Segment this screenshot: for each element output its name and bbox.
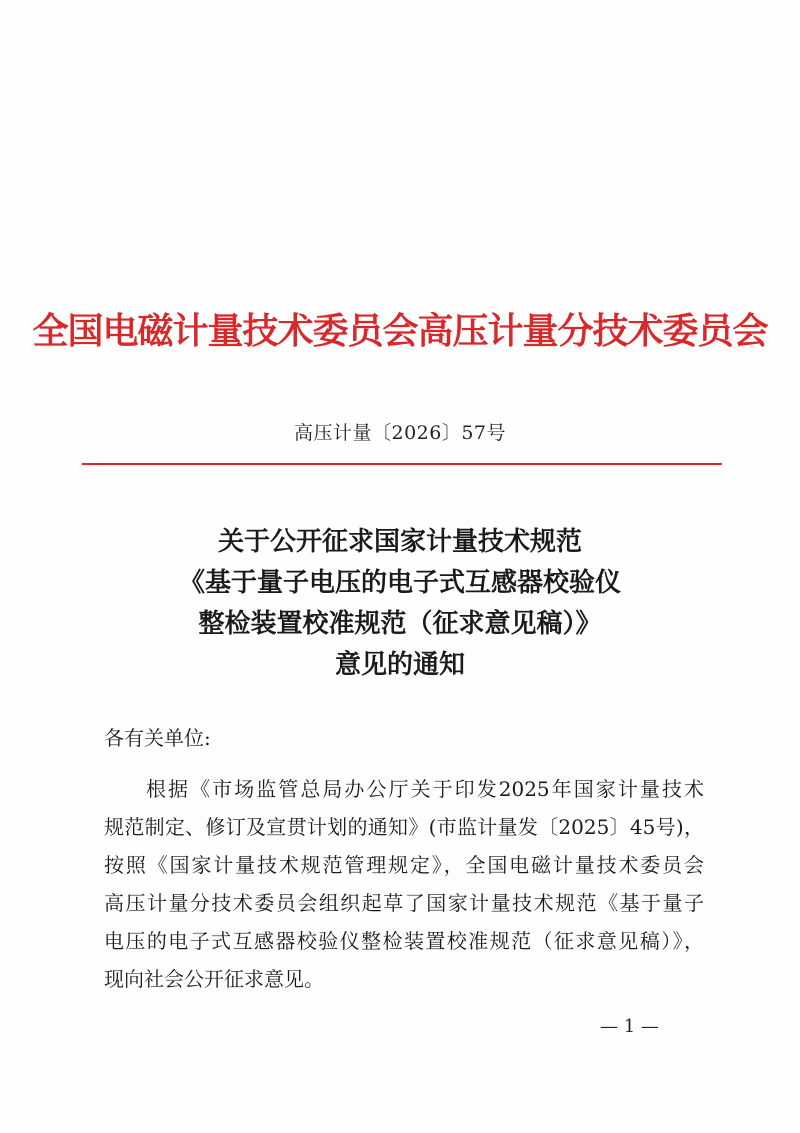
body-line: 根据《市场监管总局办公厅关于印发2025年国家计量技术: [146, 777, 704, 801]
body-line: 规范制定、修订及宣贯计划的通知》(市监计量发〔2025〕45号)，: [104, 815, 704, 839]
body-line: 高压计量分技术委员会组织起草了国家计量技术规范《基于量子: [104, 891, 704, 915]
body-line: 现向社会公开征求意见。: [104, 967, 324, 991]
notice-title-line: 《基于量子电压的电子式互感器校验仪: [178, 568, 621, 598]
body-line: 电压的电子式互感器校验仪整检装置校准规范（征求意见稿）》，: [104, 929, 704, 953]
notice-title-line: 关于公开征求国家计量技术规范: [217, 527, 582, 557]
page-number: — 1 —: [600, 1016, 659, 1037]
notice-title-line: 整检装置校准规范（征求意见稿）》: [198, 609, 602, 639]
notice-title-line: 意见的通知: [334, 650, 465, 680]
salutation: 各有关单位:: [104, 726, 211, 750]
issuing-organization: 全国电磁计量技术委员会高压计量分技术委员会: [32, 311, 768, 352]
red-divider-rule: [82, 463, 722, 465]
notice-title: [0, 522, 800, 686]
document-number: 高压计量〔2026〕57号: [293, 422, 507, 444]
body-paragraph: [104, 770, 704, 998]
body-line: 按照《国家计量技术规范管理规定》，全国电磁计量技术委员会: [104, 853, 704, 877]
